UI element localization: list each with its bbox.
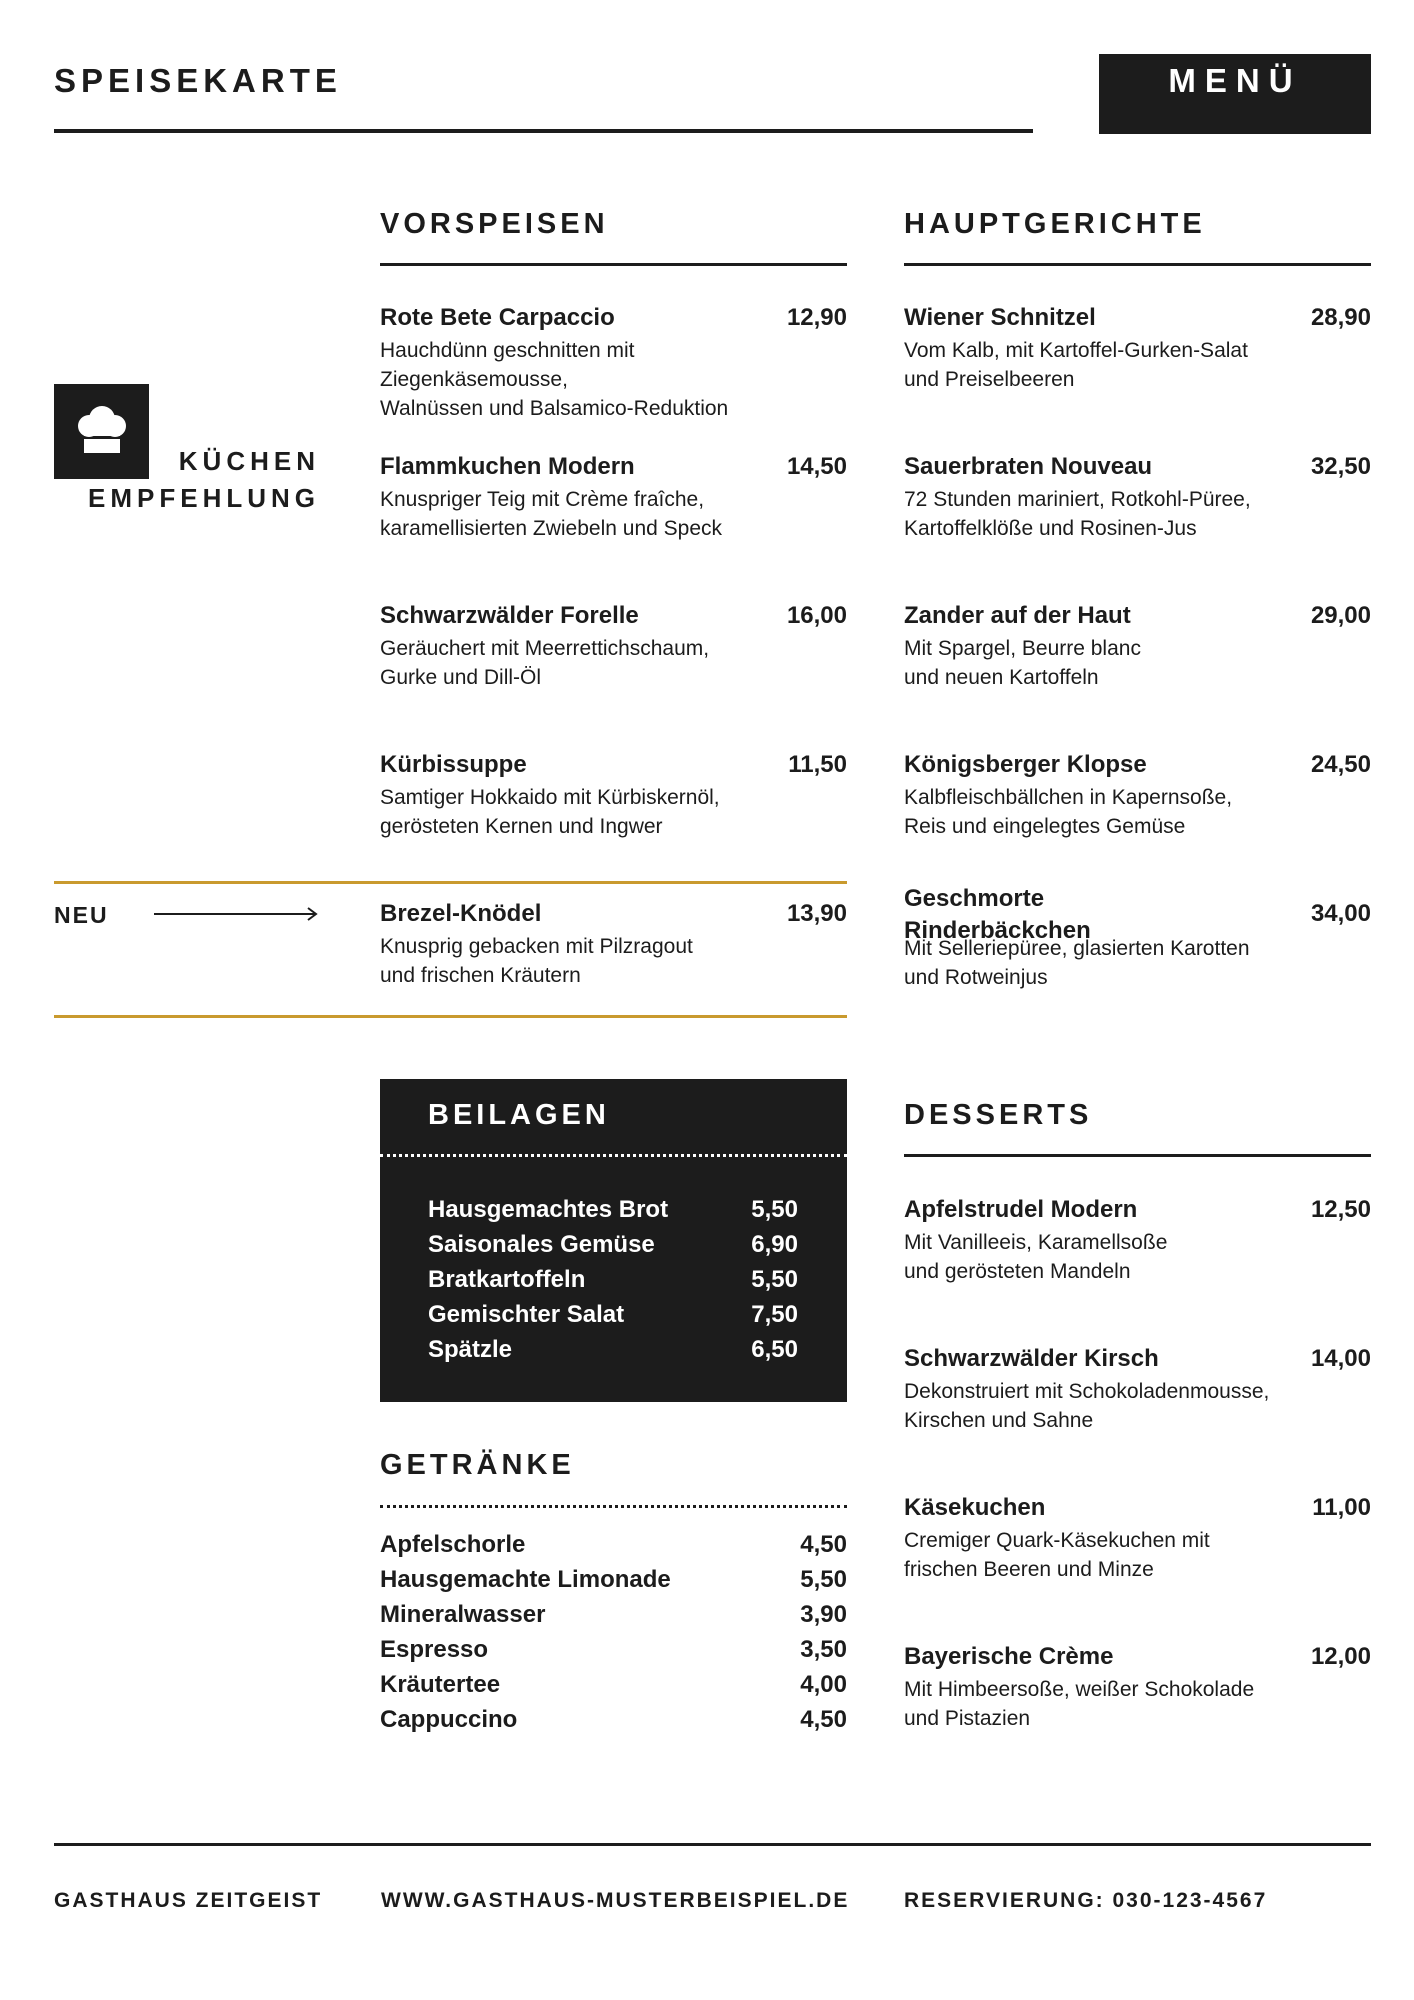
highlight-bottom-rule [54,1015,847,1018]
menu-item [380,452,847,543]
section-divider-vorspeisen [380,263,847,266]
menu-item [380,750,847,841]
menu-item [904,452,1371,543]
item-price: 14,00 [1310,1345,1371,1372]
side-dishes-panel [380,1079,847,1402]
item-price: 34,00 [1310,900,1371,927]
menu-badge [1099,54,1371,134]
item-price: 29,00 [1310,602,1371,629]
list-item: Hausgemachtes Brot 5,50 [428,1196,798,1223]
list-item: Apfelschorle 4,50 [380,1531,847,1558]
new-badge: NEU [54,902,109,928]
section-divider-getraenke [380,1505,847,1508]
item-description: Samtiger Hokkaido mit Kürbiskernöl, gerösteten Kernen und Ingwer [380,786,720,838]
item-name: Brezel-Knödel [380,900,542,927]
item-name: Wiener Schnitzel [904,304,1096,331]
list-item: Saisonales Gemüse 6,90 [428,1231,798,1258]
item-price: 12,00 [1310,1643,1371,1670]
item-price: 11,50 [788,751,847,778]
highlight-top-rule [54,881,847,884]
section-divider-hauptgerichte [904,263,1371,266]
menu-item [904,601,1371,692]
item-name: Bayerische Crème [904,1643,1114,1670]
item-description: 72 Stunden mariniert, Rotkohl-Püree, Kartoffelklöße und Rosinen-Jus [904,488,1251,540]
item-description: Mit Spargel, Beurre blanc und neuen Kartoffeln [904,637,1141,689]
item-price: 28,90 [1310,304,1371,331]
item-description: Mit Vanilleeis, Karamellsoße und gerösteten Mandeln [904,1231,1168,1283]
section-title-vorspeisen: VORSPEISEN [380,208,609,240]
item-description: Mit Selleriepüree, glasierten Karotten und Rotweinjus [904,937,1250,989]
list-item: Cappuccino 4,50 [380,1706,847,1733]
list-item: Espresso 3,50 [380,1636,847,1663]
section-title-beilagen: BEILAGEN [428,1099,610,1131]
item-description: Kalbfleischbällchen in Kapernsoße, Reis und eingelegtes Gemüse [904,786,1233,838]
list-item: Mineralwasser 3,90 [380,1601,847,1628]
kitchen-recommendation-label: KÜCHEN EMPFEHLUNG [88,446,320,513]
menu-item [380,601,847,692]
menu-item [904,303,1371,394]
item-price: 14,50 [786,453,847,480]
list-item: Hausgemachte Limonade 5,50 [380,1566,847,1593]
arrow-right-icon [154,906,320,927]
drinks-list [380,1527,847,1737]
side-dishes-list [428,1192,798,1367]
section-title-getraenke: GETRÄNKE [380,1449,575,1481]
item-description: Geräuchert mit Meerrettichschaum, Gurke und Dill-Öl [380,637,710,689]
section-title-hauptgerichte: HAUPTGERICHTE [904,208,1206,240]
item-price: 16,00 [786,602,847,629]
menu-badge-label: MENÜ [1168,62,1302,99]
menu-item [904,884,1371,992]
footer-restaurant-name: GASTHAUS ZEITGEIST [54,1889,323,1912]
item-description: Knusprig gebacken mit Pilzragout und frischen Kräutern [380,935,693,987]
section-title-desserts: DESSERTS [904,1099,1093,1131]
menu-item [904,1642,1371,1733]
list-item: Gemischter Salat 7,50 [428,1301,798,1328]
item-name: Kürbissuppe [380,751,527,778]
item-name: Zander auf der Haut [904,602,1131,629]
item-name: Käsekuchen [904,1494,1046,1521]
menu-item [904,1195,1371,1286]
item-description: Cremiger Quark-Käsekuchen mit frischen Beeren und Minze [904,1529,1210,1581]
section-divider-desserts [904,1154,1371,1157]
item-price: 24,50 [1310,751,1371,778]
item-price: 32,50 [1310,453,1371,480]
list-item: Spätzle 6,50 [428,1336,798,1363]
page-title: SPEISEKARTE [54,62,342,99]
section-divider-beilagen [380,1154,847,1157]
item-name: Königsberger Klopse [904,751,1147,778]
item-name: Flammkuchen Modern [380,453,635,480]
footer-website-link[interactable]: WWW.GASTHAUS-MUSTERBEISPIEL.DE [381,1889,850,1912]
item-description: Dekonstruiert mit Schokoladenmousse, Kirschen und Sahne [904,1380,1270,1432]
item-price: 13,90 [786,900,847,927]
menu-item [904,1344,1371,1435]
list-item: Kräutertee 4,00 [380,1671,847,1698]
item-name: Geschmorte Rinderbäckchen [904,885,1091,944]
menu-item [904,1493,1371,1584]
item-name: Sauerbraten Nouveau [904,453,1153,480]
item-price: 12,90 [786,304,847,331]
footer-divider [54,1843,1371,1846]
item-description: Knuspriger Teig mit Crème fraîche, karamellisierten Zwiebeln und Speck [380,488,722,540]
footer-reservation: RESERVIERUNG: 030-123-4567 [904,1889,1268,1912]
item-description: Mit Himbeersoße, weißer Schokolade und Pistazien [904,1678,1255,1730]
menu-item [380,303,847,423]
item-description: Hauchdünn geschnitten mit Ziegenkäsemousse, Walnüssen und Balsamico-Reduktion [380,339,729,420]
item-description: Vom Kalb, mit Kartoffel-Gurken-Salat und Preiselbeeren [904,339,1248,391]
menu-item [904,750,1371,841]
item-price: 12,50 [1310,1196,1371,1223]
header-divider [54,129,1033,133]
list-item: Bratkartoffeln 5,50 [428,1266,798,1293]
item-price: 11,00 [1312,1494,1371,1521]
menu-item [380,899,847,990]
item-name: Rote Bete Carpaccio [380,304,615,331]
item-name: Schwarzwälder Kirsch [904,1345,1159,1372]
item-name: Schwarzwälder Forelle [380,602,639,629]
item-name: Apfelstrudel Modern [904,1196,1138,1223]
